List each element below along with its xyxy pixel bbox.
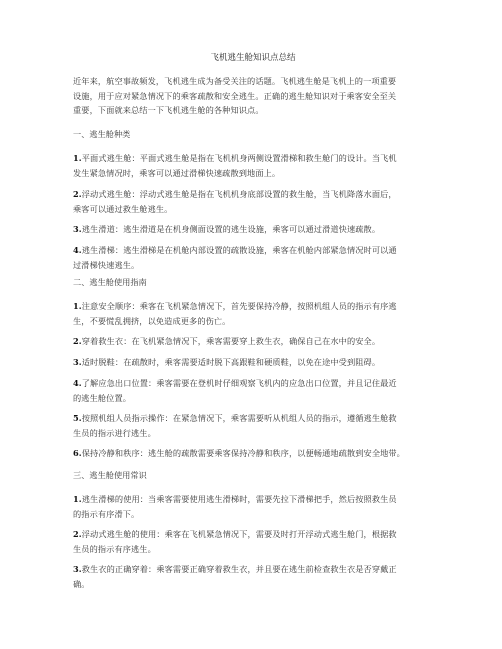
section-heading: 一、逃生舱种类: [73, 129, 131, 139]
list-item: 1.平面式逃生舱：平面式逃生舱是指在飞机机身两侧设置滑梯和救生舱门的设计。当飞机 发生紧急情况时，乘客可以通过滑梯快速疏散到地面上。: [73, 153, 397, 178]
document-title: 飞机逃生舱知识点总结: [210, 53, 296, 63]
intro-line: 重要，下面就来总结一下飞机逃生舱的各种知识点。: [73, 105, 264, 115]
list-item: 2.穿着救生衣：在飞机紧急情况下，乘客需要穿上救生衣，确保自己在水中的安全。: [73, 336, 381, 346]
list-item: 2.浮动式逃生舱的使用：乘客在飞机紧急情况下，需要及时打开浮动式逃生舱门，根据救 生员的指示有序逃生。: [73, 529, 397, 554]
intro-line: 近年来，航空事故频发，飞机逃生成为备受关注的话题。飞机逃生舱是飞机上的一项重要: [73, 76, 397, 86]
section-heading: 二、逃生舱使用指南: [73, 277, 147, 287]
list-item: 2.浮动式逃生舱：浮动式逃生舱是指在飞机机身底部设置的救生舱，当飞机降落水面后， 乘客可以通过救生舱逃生。: [73, 189, 397, 214]
list-item: 1.注意安全顺序：乘客在飞机紧急情况下，首先要保持冷静，按照机组人员的指示有序逃 生，不要慌乱拥挤，以免造成更多的伤亡。: [73, 301, 397, 326]
list-item: 4.了解应急出口位置：乘客需要在登机时仔细观察飞机内的应急出口位置，并且记住最近 的逃生舱位置。: [73, 378, 397, 403]
list-item: 5.按照机组人员指示操作：在紧急情况下，乘客需要听从机组人员的指示，遵循逃生舱救 生员的指示进行逃生。: [73, 413, 397, 438]
intro-line: 设施，用于应对紧急情况下的乘客疏散和安全逃生。正确的逃生舱知识对于乘客安全至关: [73, 90, 397, 101]
list-item: 4.逃生滑梯：逃生滑梯是在机舱内部设置的疏散设施，乘客在机舱内部紧急情况时可以通 过滑梯快速逃生。: [73, 245, 397, 270]
list-item: 1.逃生滑梯的使用：当乘客需要使用逃生滑梯时，需要先拉下滑梯把手，然后按照救生员 的指示有序滑下。: [73, 494, 397, 519]
intro-paragraph: [73, 74, 433, 118]
list-item: 3.逃生滑道：逃生滑道是在机身侧面设置的逃生设施，乘客可以通过滑道快速疏散。: [73, 224, 381, 234]
list-item: 6.保持冷静和秩序：逃生舱的疏散需要乘客保持冷静和秩序，以便畅通地疏散到安全地带。: [73, 448, 405, 458]
section-heading: 三、逃生舱使用常识: [73, 470, 147, 480]
list-item: 3.适时脱鞋：在疏散时，乘客需要适时脱下高跟鞋和硬质鞋，以免在途中受到阻碍。: [73, 357, 381, 367]
list-item: 3.救生衣的正确穿着：乘客需要正确穿着救生衣，并且要在逃生前检查救生衣是否穿戴正 确。: [73, 564, 397, 589]
